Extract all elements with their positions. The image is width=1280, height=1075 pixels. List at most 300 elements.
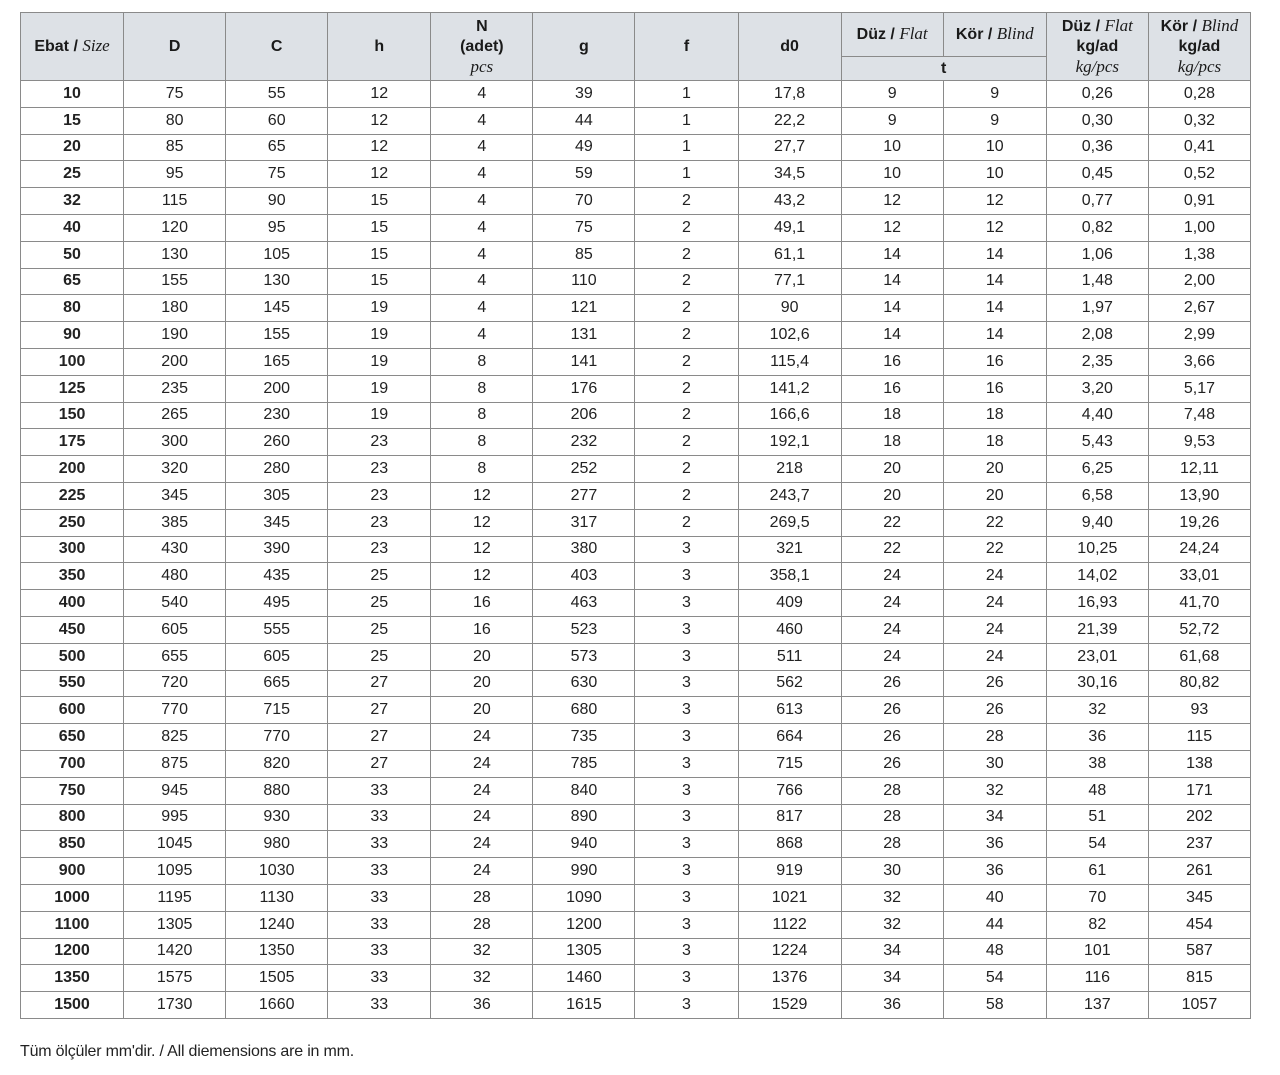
table-cell: 30 [943,750,1046,777]
table-cell: 59 [533,161,635,188]
table-cell: 18 [841,429,943,456]
table-cell: 230 [226,402,328,429]
table-cell: 1 [635,161,738,188]
table-cell: 24 [431,858,533,885]
table-cell: 1730 [124,992,226,1019]
table-row [21,509,1251,536]
table-cell: 1305 [533,938,635,965]
table-cell: 61,68 [1148,643,1250,670]
table-cell: 15 [328,214,431,241]
table-cell: 23,01 [1046,643,1148,670]
table-cell: 3 [635,884,738,911]
table-cell: 463 [533,590,635,617]
table-cell: 3 [635,590,738,617]
table-cell: 1,48 [1046,268,1148,295]
size-cell: 850 [21,831,124,858]
table-cell: 115,4 [738,348,841,375]
table-cell: 605 [226,643,328,670]
table-cell: 770 [124,697,226,724]
table-cell: 2 [635,295,738,322]
table-cell: 16 [841,375,943,402]
table-cell: 27 [328,697,431,724]
table-cell: 16 [431,616,533,643]
table-row [21,241,1251,268]
table-cell: 61,1 [738,241,841,268]
table-cell: 49,1 [738,214,841,241]
table-cell: 23 [328,509,431,536]
table-cell: 321 [738,536,841,563]
table-cell: 165 [226,348,328,375]
table-cell: 16 [841,348,943,375]
table-row [21,804,1251,831]
table-cell: 9 [841,81,943,108]
table-cell: 23 [328,456,431,483]
table-cell: 80,82 [1148,670,1250,697]
table-cell: 27 [328,670,431,697]
table-cell: 115 [1148,724,1250,751]
table-cell: 1,38 [1148,241,1250,268]
table-cell: 345 [226,509,328,536]
table-cell: 390 [226,536,328,563]
table-cell: 12 [841,214,943,241]
table-cell: 3 [635,536,738,563]
table-cell: 3 [635,643,738,670]
table-cell: 817 [738,804,841,831]
size-cell: 65 [21,268,124,295]
table-cell: 93 [1148,697,1250,724]
table-cell: 785 [533,750,635,777]
table-cell: 19 [328,322,431,349]
table-cell: 7,48 [1148,402,1250,429]
table-cell: 36 [943,831,1046,858]
table-cell: 2 [635,482,738,509]
table-cell: 34 [943,804,1046,831]
table-cell: 14 [841,241,943,268]
size-cell: 15 [21,107,124,134]
table-cell: 16 [431,590,533,617]
table-cell: 19 [328,402,431,429]
table-row [21,188,1251,215]
table-cell: 14 [841,295,943,322]
table-cell: 24 [841,563,943,590]
header-g: g [533,13,635,81]
table-row [21,884,1251,911]
table-cell: 180 [124,295,226,322]
table-cell: 1200 [533,911,635,938]
size-cell: 800 [21,804,124,831]
table-cell: 715 [738,750,841,777]
table-row [21,590,1251,617]
table-cell: 14 [943,295,1046,322]
table-cell: 4 [431,322,533,349]
table-cell: 0,52 [1148,161,1250,188]
table-cell: 15 [328,268,431,295]
table-cell: 14,02 [1046,563,1148,590]
table-cell: 12 [431,509,533,536]
table-cell: 12 [328,107,431,134]
table-cell: 24 [431,750,533,777]
table-cell: 12 [431,482,533,509]
table-cell: 3 [635,992,738,1019]
table-cell: 24 [431,777,533,804]
table-cell: 1090 [533,884,635,911]
table-cell: 0,36 [1046,134,1148,161]
table-cell: 3,20 [1046,375,1148,402]
table-cell: 24 [943,563,1046,590]
table-cell: 22 [841,536,943,563]
table-cell: 3,66 [1148,348,1250,375]
table-cell: 34 [841,938,943,965]
table-cell: 1,00 [1148,214,1250,241]
table-cell: 0,91 [1148,188,1250,215]
table-cell: 0,45 [1046,161,1148,188]
table-cell: 44 [533,107,635,134]
table-cell: 4 [431,134,533,161]
table-cell: 540 [124,590,226,617]
header-blind-thickness: Kör / Blind [943,13,1046,57]
table-cell: 3 [635,858,738,885]
header-blind-weight: Kör / Blind kg/ad kg/pcs [1148,13,1250,81]
table-cell: 2 [635,241,738,268]
header-n: N (adet) pcs [431,13,533,81]
table-cell: 85 [124,134,226,161]
table-row [21,482,1251,509]
table-cell: 2,35 [1046,348,1148,375]
table-cell: 95 [226,214,328,241]
table-row [21,134,1251,161]
table-cell: 815 [1148,965,1250,992]
table-cell: 1122 [738,911,841,938]
table-cell: 24 [841,590,943,617]
table-cell: 85 [533,241,635,268]
table-cell: 1505 [226,965,328,992]
table-cell: 19 [328,348,431,375]
table-cell: 90 [226,188,328,215]
table-cell: 665 [226,670,328,697]
table-cell: 12 [431,536,533,563]
table-cell: 24 [943,643,1046,670]
table-cell: 30 [841,858,943,885]
size-cell: 225 [21,482,124,509]
table-cell: 5,43 [1046,429,1148,456]
table-cell: 75 [533,214,635,241]
size-cell: 1100 [21,911,124,938]
size-cell: 400 [21,590,124,617]
size-cell: 40 [21,214,124,241]
table-cell: 0,30 [1046,107,1148,134]
table-cell: 2 [635,429,738,456]
table-cell: 1,97 [1046,295,1148,322]
table-cell: 101 [1046,938,1148,965]
table-cell: 10,25 [1046,536,1148,563]
table-cell: 8 [431,456,533,483]
table-cell: 75 [124,81,226,108]
table-cell: 33 [328,884,431,911]
table-cell: 12 [328,134,431,161]
table-cell: 13,90 [1148,482,1250,509]
table-cell: 20 [841,456,943,483]
table-cell: 206 [533,402,635,429]
table-cell: 19,26 [1148,509,1250,536]
table-row [21,456,1251,483]
table-cell: 2 [635,322,738,349]
size-cell: 10 [21,81,124,108]
table-cell: 12 [841,188,943,215]
table-cell: 70 [1046,884,1148,911]
table-cell: 49 [533,134,635,161]
table-cell: 940 [533,831,635,858]
table-cell: 12 [328,81,431,108]
size-cell: 650 [21,724,124,751]
table-cell: 12 [943,214,1046,241]
flange-dimensions-table [20,12,1251,1019]
table-cell: 39 [533,81,635,108]
table-cell: 20 [431,670,533,697]
table-cell: 10 [841,134,943,161]
size-cell: 175 [21,429,124,456]
table-cell: 265 [124,402,226,429]
table-cell: 141,2 [738,375,841,402]
table-cell: 2,67 [1148,295,1250,322]
table-cell: 80 [124,107,226,134]
table-cell: 1660 [226,992,328,1019]
table-cell: 820 [226,750,328,777]
table-cell: 90 [738,295,841,322]
table-cell: 22 [841,509,943,536]
table-cell: 1195 [124,884,226,911]
table-cell: 166,6 [738,402,841,429]
table-cell: 2 [635,375,738,402]
size-cell: 90 [21,322,124,349]
table-cell: 33 [328,965,431,992]
table-cell: 58 [943,992,1046,1019]
table-cell: 562 [738,670,841,697]
table-cell: 6,58 [1046,482,1148,509]
table-cell: 2,08 [1046,322,1148,349]
size-cell: 50 [21,241,124,268]
table-cell: 25 [328,563,431,590]
table-cell: 277 [533,482,635,509]
table-cell: 20 [431,643,533,670]
table-cell: 260 [226,429,328,456]
table-cell: 385 [124,509,226,536]
table-cell: 23 [328,482,431,509]
table-cell: 9,53 [1148,429,1250,456]
table-cell: 55 [226,81,328,108]
table-cell: 33 [328,938,431,965]
table-cell: 300 [124,429,226,456]
table-cell: 1529 [738,992,841,1019]
table-cell: 680 [533,697,635,724]
table-cell: 10 [943,161,1046,188]
table-cell: 2 [635,188,738,215]
table-cell: 2 [635,456,738,483]
table-cell: 32 [431,965,533,992]
table-cell: 1615 [533,992,635,1019]
table-cell: 9 [943,81,1046,108]
table-cell: 33,01 [1148,563,1250,590]
table-cell: 77,1 [738,268,841,295]
table-cell: 24 [841,643,943,670]
table-cell: 1376 [738,965,841,992]
table-cell: 480 [124,563,226,590]
table-cell: 555 [226,616,328,643]
table-cell: 430 [124,536,226,563]
table-row [21,938,1251,965]
table-cell: 252 [533,456,635,483]
table-cell: 200 [226,375,328,402]
size-cell: 900 [21,858,124,885]
table-cell: 116 [1046,965,1148,992]
table-cell: 18 [943,429,1046,456]
table-cell: 1130 [226,884,328,911]
table-cell: 171 [1148,777,1250,804]
size-cell: 450 [21,616,124,643]
table-cell: 4 [431,268,533,295]
table-cell: 825 [124,724,226,751]
table-cell: 305 [226,482,328,509]
table-cell: 317 [533,509,635,536]
units-footnote: Tüm ölçüler mm'dir. / All diemensions are in mm. [20,1043,355,1060]
table-cell: 82 [1046,911,1148,938]
table-cell: 30,16 [1046,670,1148,697]
table-cell: 28 [841,804,943,831]
header-d0: d0 [738,13,841,81]
table-cell: 280 [226,456,328,483]
table-cell: 435 [226,563,328,590]
table-cell: 735 [533,724,635,751]
table-cell: 21,39 [1046,616,1148,643]
size-cell: 20 [21,134,124,161]
table-cell: 9 [841,107,943,134]
table-cell: 1,06 [1046,241,1148,268]
table-row [21,375,1251,402]
table-cell: 4 [431,241,533,268]
table-cell: 605 [124,616,226,643]
table-cell: 1460 [533,965,635,992]
table-cell: 16,93 [1046,590,1148,617]
table-cell: 28 [431,911,533,938]
table-cell: 19 [328,295,431,322]
table-cell: 990 [533,858,635,885]
table-cell: 1 [635,134,738,161]
table-cell: 3 [635,804,738,831]
table-cell: 18 [841,402,943,429]
size-cell: 32 [21,188,124,215]
table-cell: 65 [226,134,328,161]
table-row [21,750,1251,777]
table-cell: 137 [1046,992,1148,1019]
table-cell: 192,1 [738,429,841,456]
table-cell: 24 [943,590,1046,617]
table-cell: 0,28 [1148,81,1250,108]
table-cell: 2 [635,268,738,295]
table-cell: 15 [328,241,431,268]
size-cell: 300 [21,536,124,563]
table-cell: 980 [226,831,328,858]
table-cell: 32 [841,884,943,911]
table-cell: 664 [738,724,841,751]
table-cell: 32 [431,938,533,965]
table-cell: 202 [1148,804,1250,831]
header-f: f [635,13,738,81]
table-cell: 1 [635,107,738,134]
table-cell: 2,00 [1148,268,1250,295]
table-cell: 24 [431,804,533,831]
table-cell: 9,40 [1046,509,1148,536]
size-cell: 550 [21,670,124,697]
table-cell: 22 [943,536,1046,563]
table-cell: 26 [943,697,1046,724]
table-cell: 176 [533,375,635,402]
table-cell: 4 [431,107,533,134]
table-cell: 1095 [124,858,226,885]
table-cell: 54 [943,965,1046,992]
table-cell: 36 [1046,724,1148,751]
table-cell: 138 [1148,750,1250,777]
table-cell: 8 [431,375,533,402]
table-cell: 320 [124,456,226,483]
table-cell: 2 [635,348,738,375]
table-cell: 1420 [124,938,226,965]
table-row [21,697,1251,724]
header-size: Ebat / Size [21,13,124,81]
table-cell: 102,6 [738,322,841,349]
table-cell: 10 [943,134,1046,161]
table-cell: 0,77 [1046,188,1148,215]
table-cell: 130 [226,268,328,295]
table-cell: 720 [124,670,226,697]
table-cell: 130 [124,241,226,268]
table-row [21,429,1251,456]
table-cell: 403 [533,563,635,590]
table-cell: 3 [635,911,738,938]
table-cell: 3 [635,670,738,697]
table-cell: 3 [635,777,738,804]
table-cell: 358,1 [738,563,841,590]
table-cell: 868 [738,831,841,858]
table-cell: 20 [841,482,943,509]
size-cell: 25 [21,161,124,188]
table-cell: 16 [943,375,1046,402]
table-cell: 27,7 [738,134,841,161]
table-cell: 243,7 [738,482,841,509]
table-cell: 145 [226,295,328,322]
table-cell: 1045 [124,831,226,858]
table-cell: 24 [943,616,1046,643]
table-cell: 38 [1046,750,1148,777]
table-cell: 0,32 [1148,107,1250,134]
table-cell: 75 [226,161,328,188]
table-cell: 36 [431,992,533,1019]
table-cell: 19 [328,375,431,402]
table-cell: 33 [328,804,431,831]
size-cell: 100 [21,348,124,375]
table-cell: 930 [226,804,328,831]
table-cell: 24,24 [1148,536,1250,563]
table-cell: 1575 [124,965,226,992]
table-row [21,81,1251,108]
table-cell: 409 [738,590,841,617]
table-cell: 14 [943,268,1046,295]
table-cell: 10 [841,161,943,188]
table-cell: 1224 [738,938,841,965]
table-cell: 17,8 [738,81,841,108]
table-cell: 20 [943,482,1046,509]
table-cell: 23 [328,429,431,456]
table-row [21,831,1251,858]
table-row [21,322,1251,349]
